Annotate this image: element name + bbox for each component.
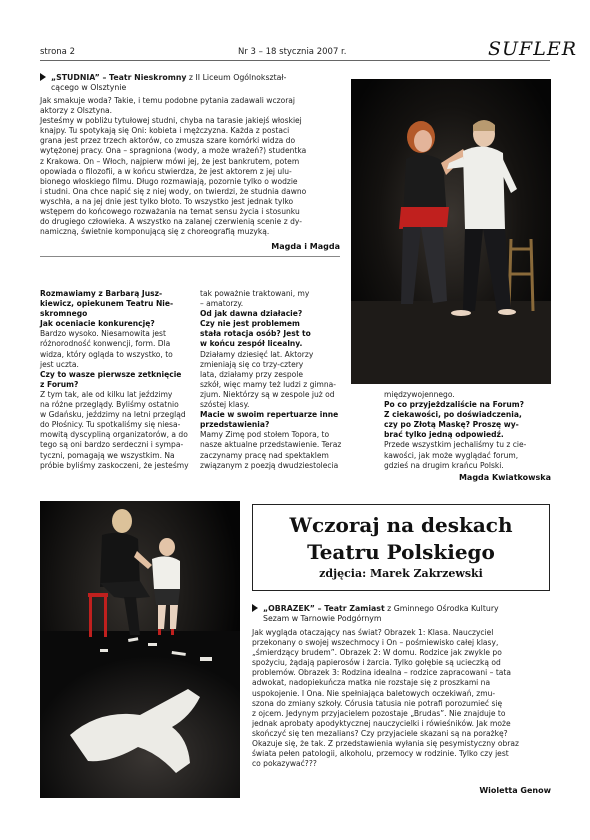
issue-date: Nr 3 – 18 stycznia 2007 r. [238,47,347,57]
text-line: Z ciekawości, po doświadczenia, [384,410,522,420]
text-line: przedstawienia? [200,420,270,430]
arrow-bullet-icon [252,604,258,612]
text-line: próbie byliśmy zaskoczeni, że jesteśmy [40,460,189,470]
feature-title-line1: Wczoraj na deskach [289,513,513,537]
obrazek-signature: Wioletta Genow [479,786,551,795]
text-line: Przede wszystkim jechaliśmy tu z cie- [384,440,527,450]
text-line: adwokat, nadopiekuńcza matka nie rozstaje się z proszkami na [252,678,491,688]
text-line: tyczni, pomagają we wszystkim. Na [40,450,175,460]
text-line: z Krakowa. On – Włoch, najpierw mówi jej, że jest bankrutem, potem [40,156,300,166]
text-line: zaczynamy pracę nad spektaklem [200,450,329,460]
text-line: mowitą dyscypliną organizatorów, a do [40,430,188,440]
text-line: co pokazywać??? [252,759,317,769]
text-line: spożyciu, żądają papierosów i żarcia. Tylko gołębie są ucieczką od [252,658,501,668]
text-line: jednak aprobaty apodyktycznej nauczycielki i rówieśników. Jak może [252,718,511,728]
text-line: w końcu zespół licealny. [200,339,303,349]
text-line: szkół, więc mamy też ludzi z gimna- [200,379,337,389]
photo-credit: zdjęcia: Marek Zakrzewski [319,567,483,580]
text-line: zmieniają się co trzy-cztery [200,359,304,369]
text-line: grana jest przez trzech aktorów, co zmusza szare komórki widza do [40,136,296,146]
text-line: Jesteśmy w pobliżu tytułowej studni, chyba na tarasie jakiejś włoskiej [40,116,302,126]
text-line: i studni. Ona chce napić się z niej wody, on twierdzi, że studnia dawno [40,186,307,196]
text-line: Rozmawiamy z Barbarą Jusz- [40,289,163,298]
text-line: jest uczta. [40,359,79,369]
obrazek-title: „OBRAZEK” – Teatr Zamiast z Gminnego Ośrodka Kultury [252,604,552,614]
text-line: do Płośnicy. Tu spotkaliśmy się niesa- [40,420,181,430]
text-line: na różne przeglądy. Byliśmy ostatnio [40,400,179,410]
text-line: tak poważnie traktowani, my [200,289,310,298]
feature-title-line2: Teatru Polskiego [307,540,495,564]
text-line: różnorodność konwencji, form. Dla [40,339,171,349]
text-line: międzywojennego. [384,390,455,399]
text-line: knajpy. Tu spotykają się Oni: kobieta i mężczyzna. Każda z postaci [40,126,290,136]
text-line: bionego włoskiego filmu. Długo rozmawiają, pozornie tylko o wodzie [40,176,298,186]
text-line: „śmierdzący brudem”. Obrazek 2: W domu. Rodzice jak zwykle po [252,648,502,658]
text-line: skończyć się ten mezalians? Czy przyjaciele skazani są na porażkę? [252,728,508,738]
text-line: nasze aktualne przedstawienie. Teraz [200,440,342,450]
arrow-bullet-icon [40,73,46,81]
text-line: zjum. Niektórzy są w zespole już od [200,389,335,399]
text-line: szona do zmiany szkoły. Córusia tatusia nie potrafi porozumieć się [252,698,503,708]
text-line: w Gdańsku, jeździmy na letni przegląd [40,410,186,420]
text-line: tego są oni bardzo serdeczni i sympa- [40,440,184,450]
text-line: Od jak dawna działacie? [200,309,303,319]
text-line: Z tym tak, ale od kilku lat jeździmy [40,389,173,399]
text-line: Macie w swoim repertuarze inne [200,410,339,420]
interview-signature: Magda Kwiatkowska [458,473,551,482]
text-line: widza, który ogląda to wszystko, to [40,349,173,359]
text-line: – amatorzy. [200,299,244,309]
studnia-article-body [40,96,340,237]
text-line: Jak smakuje woda? Takie, i temu podobne pytania zadawali wczoraj [40,96,296,105]
section-divider [40,256,340,257]
studnia-title-line2: cącego w Olsztynie [51,83,127,92]
text-line: Mamy Zimę pod stołem Topora, to [200,430,330,440]
text-line: aktorzy z Olsztyna. [40,106,113,116]
text-line: świata pełen patologii, alkoholu, przemocy w rodzinie. Tylko czy jest [252,749,509,759]
interview-column-1 [40,289,195,471]
text-line: wstępem do końcowego rozważania na temat sensu życia i stosunku [40,207,300,217]
interview-column-2 [200,289,342,471]
obrazek-article-body [252,628,551,769]
text-line: skromnego [40,309,88,319]
text-line: opowiada o filozofii, a w końcu stwierdza, że jest aktorem z jej ulu- [40,166,292,176]
text-line: kiewicz, opiekunem Teatru Nie- [40,299,174,309]
photo-studnia-dancers [351,79,551,384]
text-line: czy po Złotą Maskę? Proszę wy- [384,420,519,430]
text-line: lata, działamy przy zespole [200,369,303,379]
page-number: strona 2 [40,47,75,57]
text-line: Po co przyjeżdzaliście na Forum? [384,400,524,410]
text-line: z Forum? [40,379,79,389]
interview-column-3 [384,390,551,471]
text-line: wyschła, a na jej dnie jest tylko błoto. To wszystko jest jednak tylko [40,196,294,206]
studnia-signature: Magda i Magda [271,242,340,251]
text-line: Jak oceniacie konkurencję? [40,319,155,329]
obrazek-title-line2: Sezam w Tarnowie Podgórnym [263,614,382,623]
text-line: brać tylko jedną odpowiedź. [384,430,504,440]
feature-heading-box [252,504,550,591]
text-line: z ojcem. Jedynym przyjacielem pozostaje „Brudas”. Nie znajduje to [252,708,506,718]
text-line: namiczną, świetnie komponującą się z choreografią muzyką. [40,227,270,237]
text-line: Jak wygląda otaczający nas świat? Obrazek 1: Klasa. Nauczyciel [252,628,494,637]
text-line: uspokojenie. I Ona. Nie spełniająca baletowych oczekiwań, zmu- [252,688,496,698]
text-line: związanym z poezją dwudziestolecia [200,460,339,470]
text-line: przekonany o swojej wszechmocy i On – pośmiewisko całej klasy, [252,638,499,648]
text-line: do drugiego człowieka. A wszystko na zalanej czerwienią scenie z dy- [40,217,302,227]
photo-obrazek-scene [40,501,240,798]
text-line: Czy to wasze pierwsze zetknięcie [40,369,182,379]
text-line: Czy nie jest problemem [200,319,300,329]
studnia-title: „STUDNIA” – Teatr Nieskromny z II Liceum Ogólnokształ- [40,73,340,83]
text-line: wytężonej pracy. Ona – spragniona (wody, a może wrażeń?) studentka [40,146,307,156]
text-line: stała rotacja osób? Jest to [200,329,311,339]
text-line: szóstej klasy. [200,400,250,410]
newspaper-logo: SUFLER [488,38,578,60]
header-divider [40,60,550,61]
text-line: Okazuje się, że tak. Z przedstawienia wyłania się pesymistyczny obraz [252,739,519,749]
text-line: Działamy dziesięć lat. Aktorzy [200,349,314,359]
text-line: kawości, jak może wyglądać forum, [384,450,519,460]
text-line: problemów. Obrazek 3: Rodzina idealna – rodzice zapracowani – tata [252,668,511,678]
text-line: gdzieś na drugim krańcu Polski. [384,460,504,470]
text-line: Bardzo wysoko. Niesamowita jest [40,329,166,339]
